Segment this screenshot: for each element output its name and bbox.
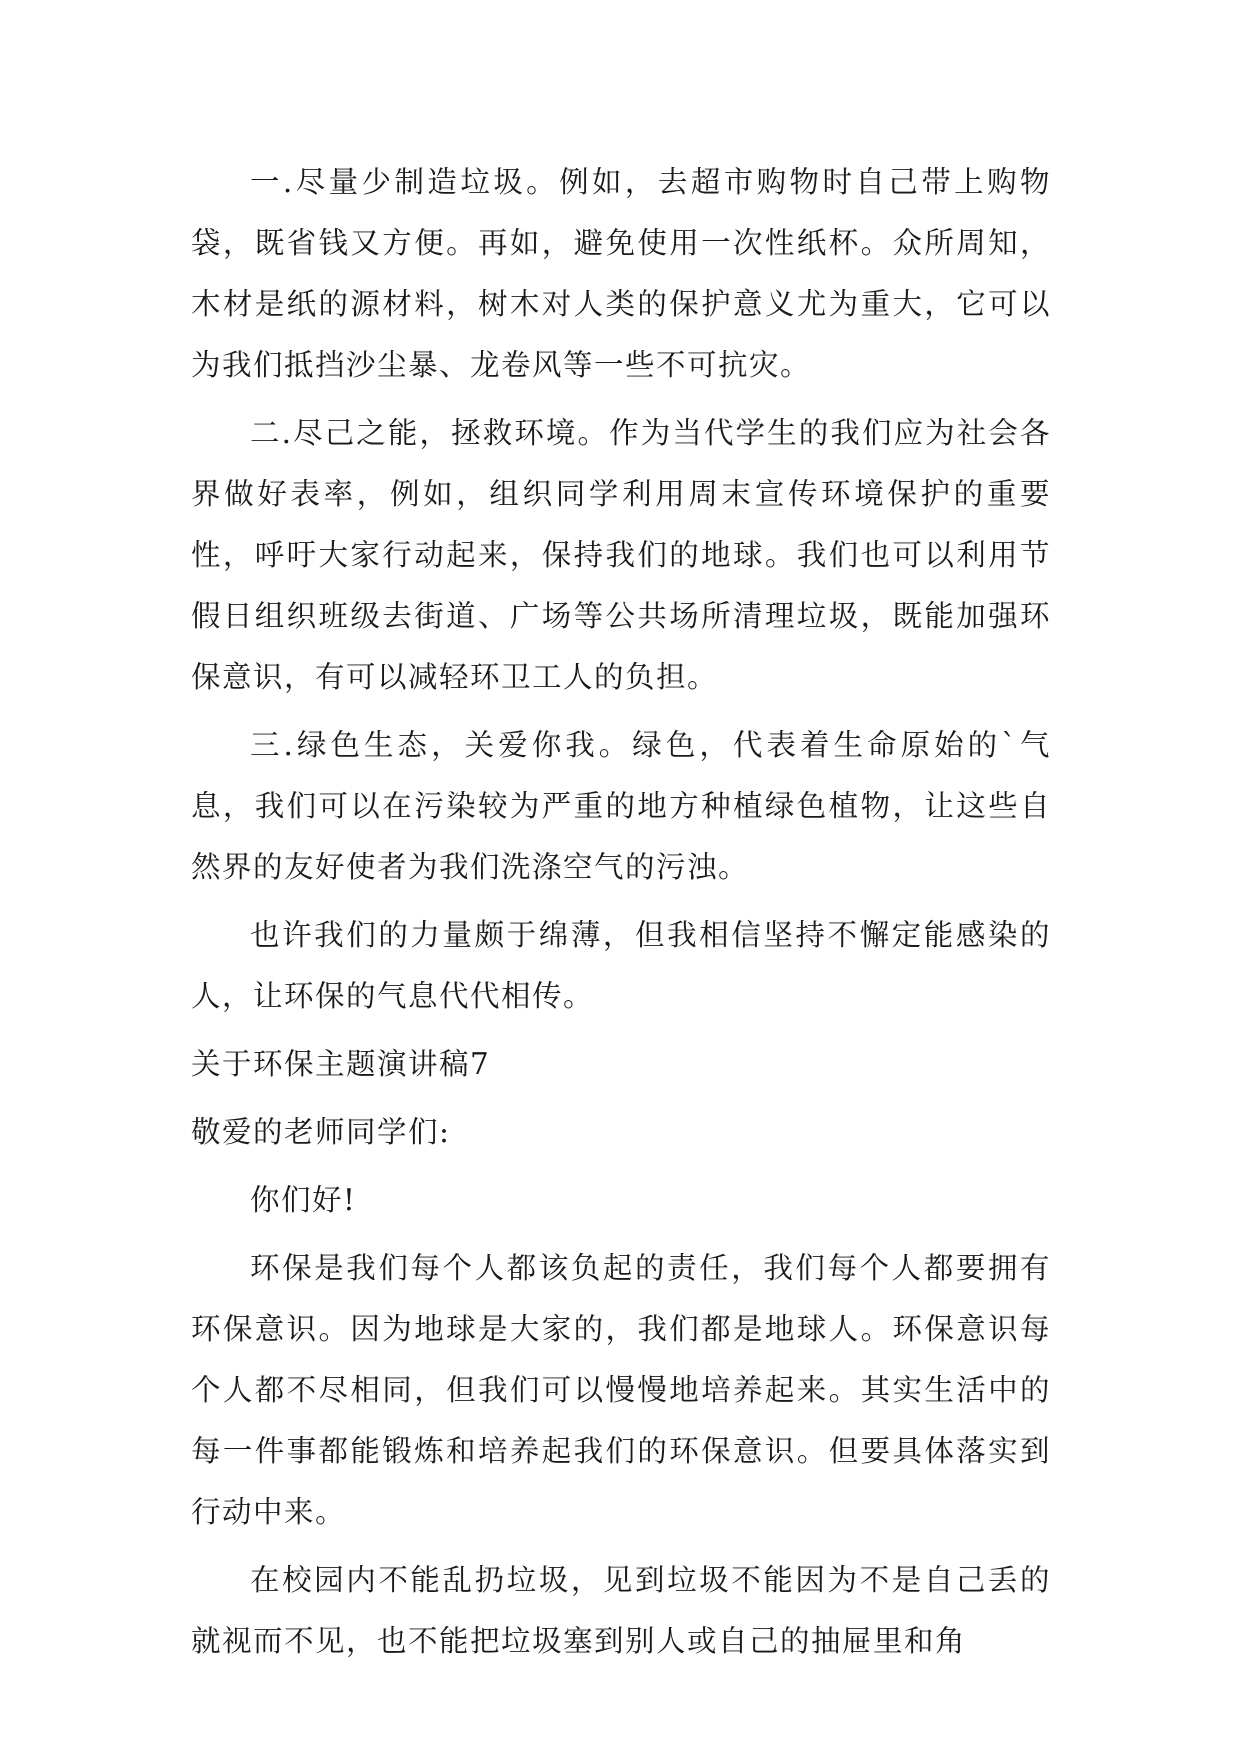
paragraph-campus: 在校园内不能乱扔垃圾，见到垃圾不能因为不是自己丢的就视而不见，也不能把垃圾塞到别人或自己的抽屉里和角 bbox=[191, 1563, 1051, 1658]
greeting: 你们好! bbox=[250, 1183, 357, 1217]
paragraph-green-ecology: 三.绿色生态，关爱你我。绿色，代表着生命原始的`气息，我们可以在污染较为严重的地方种植绿色植物，让这些自然界的友好使者为我们洗涤空气的污浊。 bbox=[191, 728, 1051, 884]
paragraph-reduce-waste: 一.尽量少制造垃圾。例如，去超市购物时自己带上购物袋，既省钱又方便。再如，避免使用一次性纸杯。众所周知，木材是纸的源材料，树木对人类的保护意义尤为重大，它可以为我们抵挡沙尘暴、龙卷风等一些不可抗灾。 bbox=[191, 165, 1051, 382]
document-body bbox=[191, 152, 1051, 1672]
salutation: 敬爱的老师同学们: bbox=[191, 1115, 451, 1149]
section-title: 关于环保主题演讲稿7 bbox=[191, 1047, 491, 1081]
paragraph-responsibility: 环保是我们每个人都该负起的责任，我们每个人都要拥有环保意识。因为地球是大家的，我们都是地球人。环保意识每个人都不尽相同，但我们可以慢慢地培养起来。其实生活中的每一件事都能锻炼和培养起我们的环保意识。但要具体落实到行动中来。 bbox=[191, 1251, 1051, 1529]
paragraph-save-environment: 二.尽己之能，拯救环境。作为当代学生的我们应为社会各界做好表率，例如，组织同学利用周末宣传环境保护的重要性，呼吁大家行动起来，保持我们的地球。我们也可以利用节假日组织班级去街道、广场等公共场所清理垃圾，既能加强环保意识，有可以减轻环卫工人的负担。 bbox=[191, 416, 1051, 694]
paragraph-closing: 也许我们的力量颇于绵薄，但我相信坚持不懈定能感染的人，让环保的气息代代相传。 bbox=[191, 918, 1051, 1013]
